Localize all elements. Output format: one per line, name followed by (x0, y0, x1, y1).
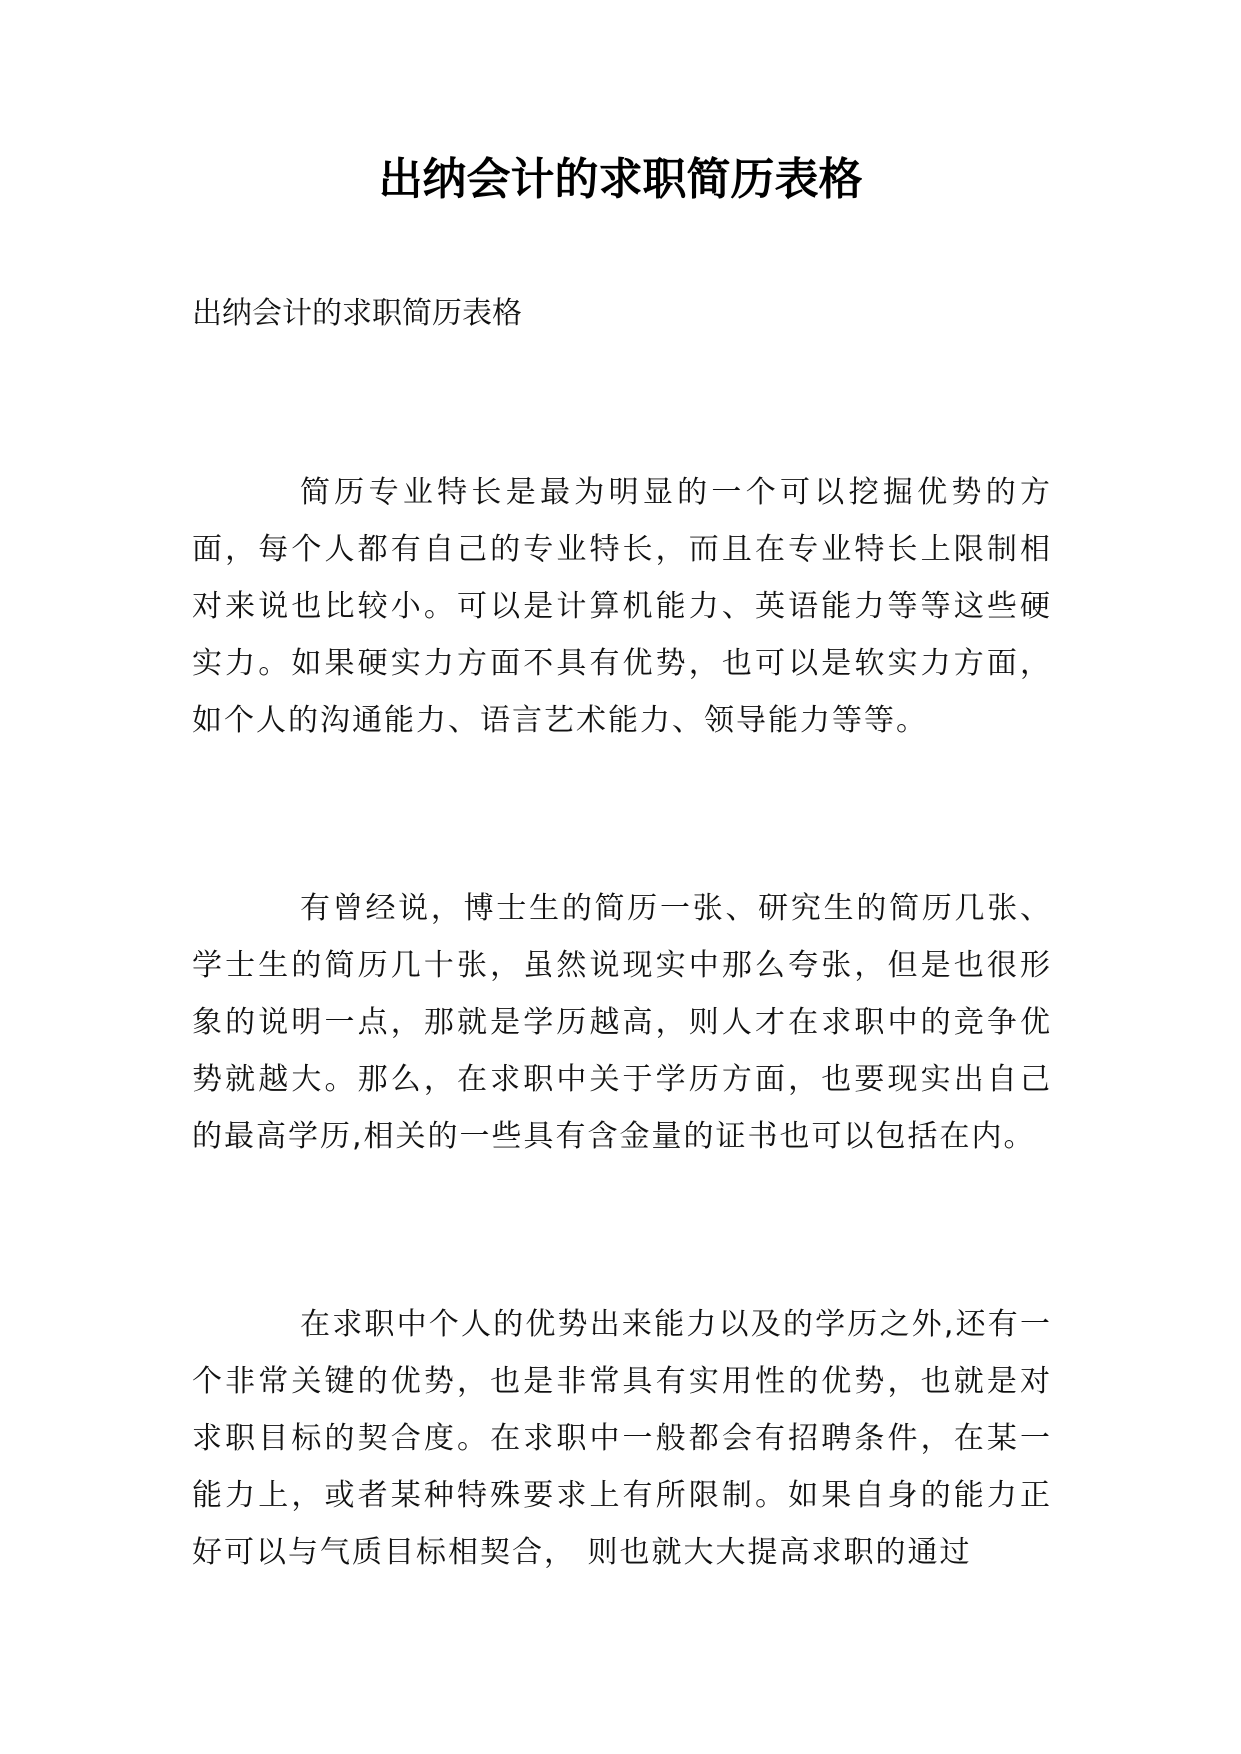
document-subtitle: 出纳会计的求职简历表格 (192, 296, 522, 331)
paragraph-job-fit: 在求职中个人的优势出来能力以及的学历之外,还有一个非常关键的优势，也是非常具有实用性的优势，也就是对求职目标的契合度。在求职中一般都会有招聘条件，在某一能力上，或者某种特殊要求上有所限制。如果自身的能力正好可以与气质目标相契合， 则也就大大提高求职的通过 (192, 1307, 1052, 1570)
document-title: 出纳会计的求职简历表格 (378, 154, 863, 205)
paragraph-specialty: 简历专业特长是最为明显的一个可以挖掘优势的方面，每个人都有自己的专业特长，而且在专业特长上限制相对来说也比较小。可以是计算机能力、英语能力等等这些硬实力。如果硬实力方面不具有优势，也可以是软实力方面，如个人的沟通能力、语言艺术能力、领导能力等等。 (192, 475, 1052, 738)
paragraph-education: 有曾经说，博士生的简历一张、研究生的简历几张、学士生的简历几十张，虽然说现实中那么夸张，但是也很形象的说明一点，那就是学历越高，则人才在求职中的竞争优势就越大。那么，在求职中关于学历方面，也要现实出自己的最高学历,相关的一些具有含金量的证书也可以包括在内。 (192, 891, 1052, 1154)
